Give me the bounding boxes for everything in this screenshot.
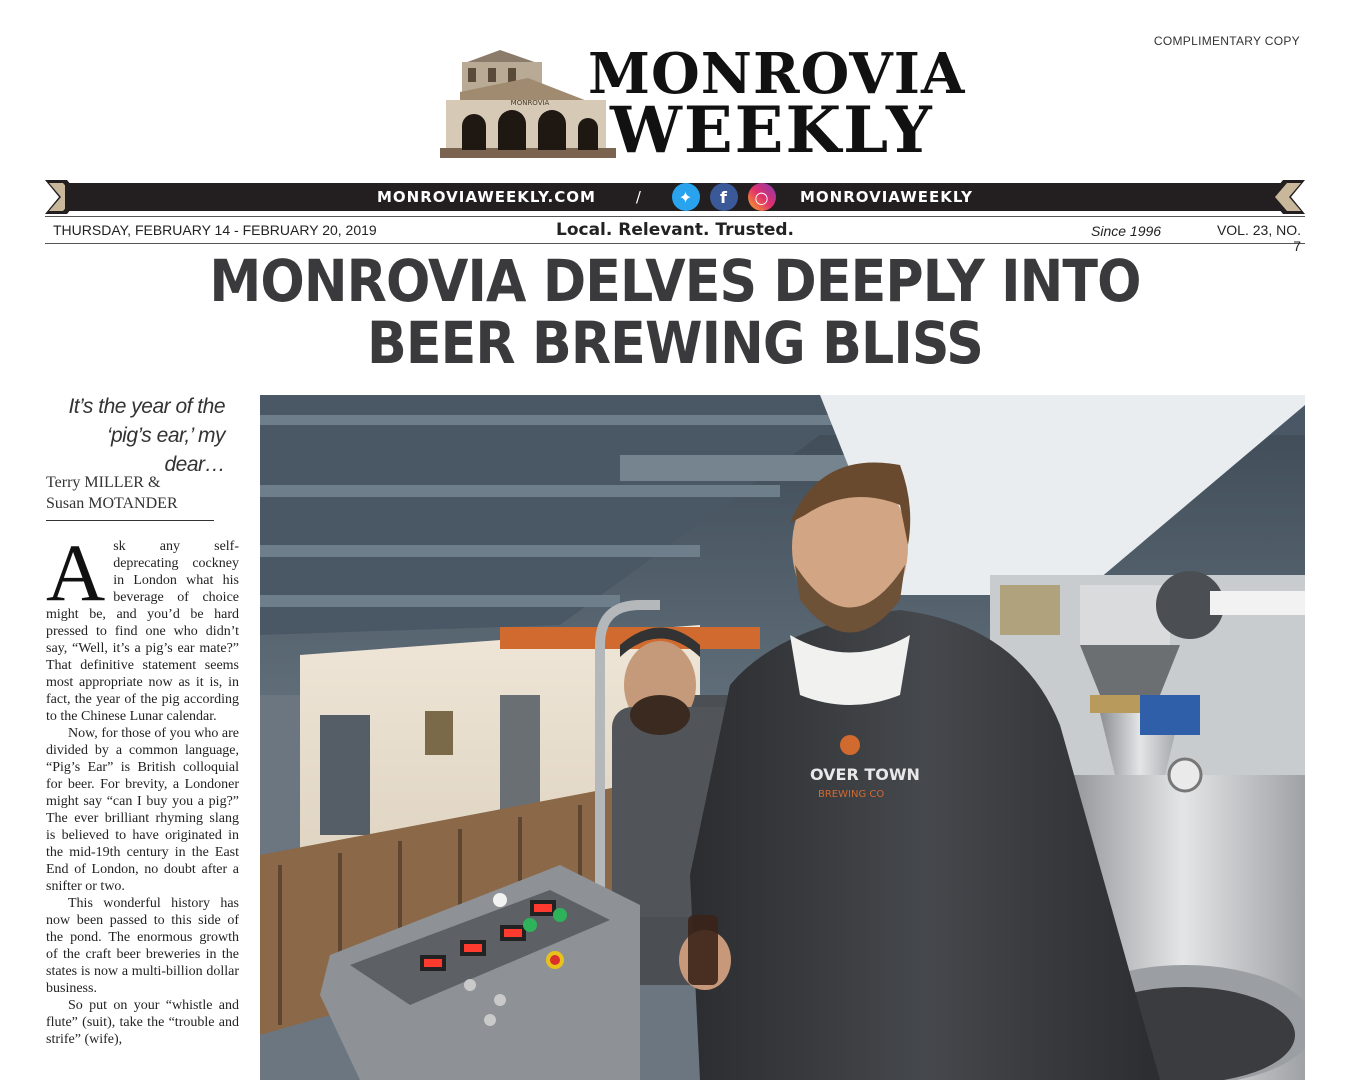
headline-line-1: MONROVIA DELVES DEEPLY INTO [209, 247, 1141, 315]
byline-author-2: Susan MOTANDER [46, 495, 178, 512]
social-handle[interactable]: MONROVIAWEEKLY [799, 188, 973, 206]
brewery-photo-illustration [260, 395, 1305, 1080]
motto: Local. Relevant. Trusted. [555, 220, 795, 240]
shirt-logo-text: OVER TOWN [810, 765, 920, 784]
headline-line-2: BEER BREWING BLISS [367, 309, 983, 377]
kicker-line-1: It’s the year of the [68, 395, 225, 418]
since-year: Since 1996 [1091, 223, 1162, 239]
issue-date: THURSDAY, FEBRUARY 14 - FEBRUARY 20, 2019 [53, 222, 377, 238]
article-body [46, 538, 239, 1080]
website-link[interactable]: MONROVIAWEEKLY.COM [377, 188, 596, 206]
article-kicker [45, 392, 225, 479]
article-paragraph: This wonderful history has now been passed to this side of the pond. The enormous growth of the craft beer breweries in the states is now a multi-billion dollar business. [46, 896, 239, 996]
masthead-title-weekly: WEEKLY [610, 93, 934, 168]
dateline-bar [45, 216, 1305, 254]
shirt-logo-sub: BREWING CO [818, 789, 885, 800]
instagram-icon[interactable]: ○ [748, 183, 776, 211]
article-paragraph: So put on your “whistle and flute” (suit), take the “trouble and strife” (wife), [46, 998, 239, 1047]
masthead [440, 41, 966, 168]
complimentary-copy-label: COMPLIMENTARY COPY [1153, 34, 1300, 48]
social-banner [45, 180, 1305, 214]
drop-cap: A [46, 538, 106, 618]
facebook-icon[interactable]: f [710, 183, 738, 211]
main-headline [158, 247, 1193, 377]
kicker-line-2: ‘pig’s ear,’ my dear… [106, 424, 225, 476]
banner-separator: / [635, 188, 642, 206]
svg-text:MONROVIA: MONROVIA [510, 99, 550, 107]
masthead-title-monrovia: MONROVIA [588, 41, 966, 107]
byline [46, 472, 214, 521]
article-paragraph: Now, for those of you who are divided by a common language, “Pig’s Ear” is British colloquial for beer. For brevity, a Londoner might say “can I buy you a pig?” The ever brilliant rhyming slang is believed to have originated in the mid-19th century in the East End of London, no doubt after a snifter or two. [46, 726, 239, 894]
article-paragraph: Ask any self-deprecating cockney in London what his beverage of choice might be, and you’d be hard pressed to find one who didn’t say, “Well, it’s a pig’s ear mate?” That definitive statement seems most appropriate now as it is, in fact, the year of the pig according to the Chinese Lunar calendar. [46, 538, 239, 724]
twitter-icon[interactable]: ✦ [672, 183, 700, 211]
volume-number: VOL. 23, NO. 7 [1216, 222, 1301, 254]
brewery-photo [260, 395, 1305, 1080]
byline-author-1: Terry MILLER & [46, 474, 161, 491]
